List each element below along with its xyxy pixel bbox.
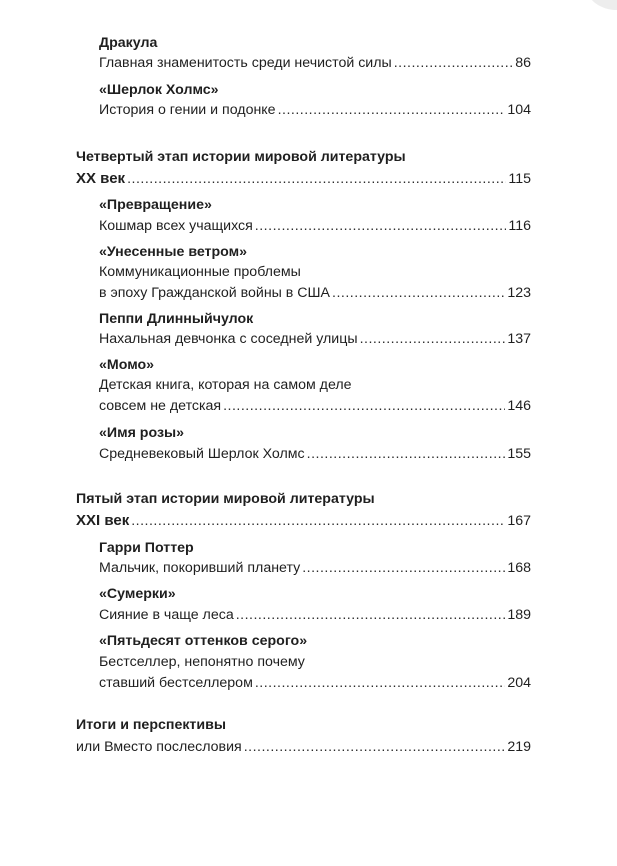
page-number: 155 (507, 446, 531, 462)
toc-subtitle: Главная знаменитость среди нечистой силы (99, 55, 392, 71)
toc-subtitle-line1: Коммуникационные проблемы (99, 264, 301, 280)
toc-title-name-of-rose: «Имя розы» (99, 425, 185, 441)
page-number: 116 (508, 218, 531, 234)
toc-title-metamorphosis: «Превращение» (99, 197, 212, 213)
page-number: 167 (507, 513, 531, 529)
toc-subtitle: совсем не детская (99, 398, 222, 414)
toc-title-sherlock: «Шерлок Холмс» (99, 82, 219, 98)
section-label: XXI век (76, 512, 130, 529)
dot-leader (255, 673, 506, 693)
dot-leader (307, 444, 506, 464)
toc-subtitle: или Вместо послесловия (76, 739, 242, 755)
toc-title-momo: «Момо» (99, 357, 155, 373)
page-number: 189 (507, 607, 531, 623)
page-number: 123 (507, 285, 531, 301)
toc-entry-harry-potter[interactable] (99, 558, 531, 578)
toc-title-harry-potter: Гарри Поттер (99, 540, 194, 556)
toc-entry-stage5[interactable] (76, 511, 531, 531)
dot-leader (236, 605, 506, 625)
dot-leader (302, 558, 505, 578)
dot-leader (394, 53, 514, 73)
toc-title-gone-with-wind: «Унесенные ветром» (99, 244, 248, 260)
page-number: 204 (507, 675, 531, 691)
toc-title-twilight: «Сумерки» (99, 586, 176, 602)
page-number: 86 (515, 55, 531, 71)
page-number: 219 (507, 739, 531, 755)
dot-leader (131, 511, 505, 531)
toc-title-pippi: Пеппи Длинныйчулок (99, 311, 254, 327)
section-heading-stage5: Пятый этап истории мировой литературы (76, 491, 375, 507)
page-number: 137 (507, 331, 531, 347)
toc-entry-twilight[interactable] (99, 605, 531, 625)
toc-entry-gone-with-wind[interactable] (99, 283, 531, 303)
toc-subtitle-line1: Бестселлер, непонятно почему (99, 654, 305, 670)
dot-leader (332, 283, 505, 303)
dot-leader (278, 100, 506, 120)
toc-entry-name-of-rose[interactable] (99, 444, 531, 464)
page-number: 168 (507, 560, 531, 576)
toc-subtitle: Нахальная девчонка с соседней улицы (99, 331, 358, 347)
toc-title-fifty-shades: «Пятьдесят оттенков серого» (99, 633, 308, 649)
page-number: 104 (507, 102, 531, 118)
toc-title-dracula: Дракула (99, 35, 158, 51)
dot-leader (244, 737, 506, 757)
dot-leader (127, 169, 506, 189)
section-heading-stage4: Четвертый этап истории мировой литературы (76, 149, 406, 165)
dot-leader (360, 329, 506, 349)
toc-subtitle: ставший бестселлером (99, 675, 253, 691)
toc-subtitle: в эпоху Гражданской войны в США (99, 285, 330, 301)
page-number: 146 (507, 398, 531, 414)
dot-leader (255, 216, 507, 236)
section-heading-conclusion: Итоги и перспективы (76, 717, 226, 733)
dot-leader (223, 396, 505, 416)
toc-subtitle: Мальчик, покоривший планету (99, 560, 301, 576)
toc-entry-pippi[interactable] (99, 329, 531, 349)
toc-subtitle: История о гении и подонке (99, 102, 276, 118)
section-label: XX век (76, 170, 126, 187)
toc-entry-metamorphosis[interactable] (99, 216, 531, 236)
toc-entry-dracula[interactable] (99, 53, 531, 73)
toc-subtitle: Сияние в чаще леса (99, 607, 234, 623)
toc-entry-sherlock[interactable] (99, 100, 531, 120)
toc-subtitle: Средневековый Шерлок Холмс (99, 446, 305, 462)
toc-entry-stage4[interactable] (76, 169, 531, 189)
toc-entry-momo[interactable] (99, 396, 531, 416)
toc-entry-fifty-shades[interactable] (99, 673, 531, 693)
toc-subtitle: Кошмар всех учащихся (99, 218, 253, 234)
toc-subtitle-line1: Детская книга, которая на самом деле (99, 377, 352, 393)
page-number: 115 (508, 171, 531, 187)
toc-entry-conclusion[interactable] (76, 737, 531, 757)
